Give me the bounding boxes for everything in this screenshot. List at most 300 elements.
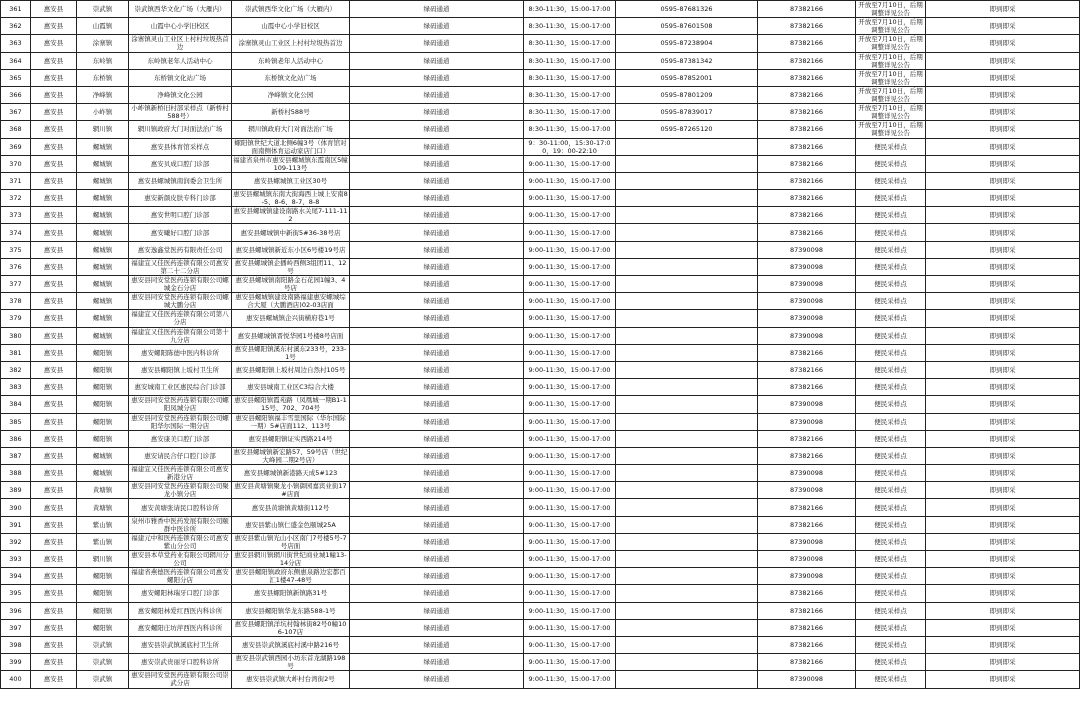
code-channel-cell: 绿码通道 [350,671,524,688]
row-number-cell: 366 [1,86,31,103]
row-number-cell: 364 [1,52,31,69]
site-address-cell: 惠安县螺城镇企兴街横府巷1号 [232,310,350,327]
sampling-mode-cell: 即到即采 [926,86,1080,103]
code-channel-cell: 绿码通道 [350,18,524,35]
county-cell: 惠安县 [31,482,77,499]
hotline-cell: 87390098 [758,465,856,482]
sampling-mode-cell: 即到即采 [926,172,1080,189]
county-cell: 惠安县 [31,52,77,69]
site-name-cell: 惠安康美口腔门诊部 [129,430,232,447]
county-cell: 惠安县 [31,310,77,327]
county-cell: 惠安县 [31,568,77,585]
site-name-cell: 惠安螺阳庄坊萍西医内科诊所 [129,619,232,636]
site-address-cell: 惠安县螺阳镇洋坑村翰林街82号0幢106-107店 [232,619,350,636]
site-name-cell: 惠安曦好口腔门诊部 [129,224,232,241]
hotline-cell: 87390098 [758,241,856,258]
site-note-cell: 便民采样点 [856,533,926,550]
county-cell: 惠安县 [31,396,77,413]
site-name-cell: 惠安螺阳林瑞牙口腔门诊部 [129,585,232,602]
table-row [1,121,1080,138]
contact-phone-cell: 0595-87839017 [616,104,758,121]
contact-phone-cell [616,276,758,293]
site-note-cell: 便民采样点 [856,619,926,636]
row-number-cell: 371 [1,172,31,189]
hotline-cell: 87382166 [758,121,856,138]
county-cell: 惠安县 [31,379,77,396]
site-name-cell: 惠安新颜皮肤专科门诊部 [129,190,232,207]
site-note-cell: 开放至7月10日，后期调整详见公告 [856,1,926,18]
hotline-cell: 87382166 [758,69,856,86]
site-note-cell: 便民采样点 [856,293,926,310]
hotline-cell: 87390098 [758,533,856,550]
service-hours-cell: 9:00-11:30，15:00-17:00 [524,465,616,482]
county-cell: 惠安县 [31,224,77,241]
contact-phone-cell [616,224,758,241]
sampling-mode-cell: 即到即采 [926,430,1080,447]
site-address-cell: 惠安县螺城镇新近东小区6号楼19号店 [232,241,350,258]
county-cell: 惠安县 [31,671,77,688]
code-channel-cell: 绿码通道 [350,430,524,447]
site-note-cell: 便民采样点 [856,344,926,361]
site-name-cell: 福建宜又佳医药连锁有限公司惠安第二十二分店 [129,258,232,275]
hotline-cell: 87382166 [758,52,856,69]
hotline-cell: 87382166 [758,155,856,172]
sampling-mode-cell: 即到即采 [926,533,1080,550]
site-note-cell: 便民采样点 [856,602,926,619]
service-hours-cell: 9:00-11:30，15:00-17:00 [524,172,616,189]
hotline-cell: 87382166 [758,207,856,224]
hotline-cell: 87382166 [758,654,856,671]
service-hours-cell: 9:00-11:30，15:00-17:00 [524,258,616,275]
sampling-mode-cell: 即到即采 [926,499,1080,516]
sampling-mode-cell: 即到即采 [926,276,1080,293]
table-row [1,190,1080,207]
county-cell: 惠安县 [31,1,77,18]
site-address-cell: 辋川镇政府大门对面法治广场 [232,121,350,138]
site-note-cell: 便民采样点 [856,568,926,585]
county-cell: 惠安县 [31,155,77,172]
county-cell: 惠安县 [31,207,77,224]
county-cell: 惠安县 [31,241,77,258]
site-address-cell: 惠安县黄塘镇黄塘街112号 [232,499,350,516]
hotline-cell: 87390098 [758,258,856,275]
township-cell: 紫山镇 [77,533,129,550]
service-hours-cell: 8:30-11:30，15:00-17:00 [524,104,616,121]
service-hours-cell: 9：30-11:00，15:30-17:00，19：00-22:10 [524,138,616,155]
row-number-cell: 389 [1,482,31,499]
sampling-mode-cell: 即到即采 [926,379,1080,396]
code-channel-cell: 绿码通道 [350,190,524,207]
service-hours-cell: 9:00-11:30，15:00-17:00 [524,585,616,602]
site-note-cell: 便民采样点 [856,224,926,241]
site-note-cell: 便民采样点 [856,361,926,378]
hotline-cell: 87390098 [758,551,856,568]
sampling-mode-cell: 即到即采 [926,224,1080,241]
contact-phone-cell [616,447,758,464]
contact-phone-cell: 0595-87852001 [616,69,758,86]
township-cell: 螺阳镇 [77,361,129,378]
sampling-mode-cell: 即到即采 [926,104,1080,121]
site-address-cell: 惠安县螺阳镇政府东侧惠泉路边宏都百汇1楼47-48号 [232,568,350,585]
code-channel-cell: 绿码通道 [350,619,524,636]
contact-phone-cell [616,465,758,482]
table-row [1,533,1080,550]
service-hours-cell: 8:30-11:30，15:00-17:00 [524,35,616,52]
site-address-cell: 惠安县紫山镇仁盛金色颐城25A [232,516,350,533]
sampling-mode-cell: 即到即采 [926,636,1080,653]
county-cell: 惠安县 [31,276,77,293]
row-number-cell: 377 [1,276,31,293]
site-address-cell: 惠安县辋川镇辋川街世纪商业城1幢13-14分店 [232,551,350,568]
contact-phone-cell [616,207,758,224]
sampling-mode-cell: 即到即采 [926,602,1080,619]
contact-phone-cell [616,379,758,396]
site-address-cell: 惠安县螺阳镇福丰雪里国际（华尔国际一期）5#店面112、113号 [232,413,350,430]
row-number-cell: 363 [1,35,31,52]
township-cell: 涂寨镇 [77,35,129,52]
table-row [1,568,1080,585]
township-cell: 崇武镇 [77,654,129,671]
site-note-cell: 便民采样点 [856,190,926,207]
row-number-cell: 376 [1,258,31,275]
hotline-cell: 87382166 [758,344,856,361]
site-note-cell: 便民采样点 [856,499,926,516]
county-cell: 惠安县 [31,465,77,482]
site-note-cell: 便民采样点 [856,258,926,275]
service-hours-cell: 9:00-11:30，15:00-17:00 [524,516,616,533]
table-row [1,551,1080,568]
sampling-mode-cell: 即到即采 [926,138,1080,155]
code-channel-cell: 绿码通道 [350,224,524,241]
site-name-cell: 惠安崇武贵丽牙口腔科诊所 [129,654,232,671]
township-cell: 东岭镇 [77,52,129,69]
row-number-cell: 391 [1,516,31,533]
site-note-cell: 便民采样点 [856,327,926,344]
hotline-cell: 87382166 [758,138,856,155]
sampling-mode-cell: 即到即采 [926,396,1080,413]
site-name-cell: 惠安螺阳林爱红西医内科诊所 [129,602,232,619]
site-note-cell: 开放至7月10日，后期调整详见公告 [856,69,926,86]
site-address-cell: 惠安县崇武镇西园小坊东首龙湖路198号 [232,654,350,671]
site-address-cell: 惠安县螺城镇新港路天成5#123 [232,465,350,482]
site-address-cell: 山霞中心小学旧校区 [232,18,350,35]
site-note-cell: 便民采样点 [856,585,926,602]
code-channel-cell: 绿码通道 [350,379,524,396]
site-note-cell: 便民采样点 [856,551,926,568]
code-channel-cell: 绿码通道 [350,361,524,378]
row-number-cell: 390 [1,499,31,516]
township-cell: 螺阳镇 [77,396,129,413]
table-row [1,258,1080,275]
sampling-mode-cell: 即到即采 [926,35,1080,52]
site-note-cell: 便民采样点 [856,276,926,293]
contact-phone-cell: 0595-87801209 [616,86,758,103]
sampling-mode-cell: 即到即采 [926,293,1080,310]
sampling-mode-cell: 即到即采 [926,327,1080,344]
sampling-mode-cell: 即到即采 [926,361,1080,378]
sampling-mode-cell: 即到即采 [926,619,1080,636]
row-number-cell: 400 [1,671,31,688]
site-name-cell: 惠安县螺城镇南润委会卫生所 [129,172,232,189]
contact-phone-cell [616,516,758,533]
contact-phone-cell [616,551,758,568]
site-address-cell: 净峰镇文化公园 [232,86,350,103]
table-row [1,155,1080,172]
hotline-cell: 87390098 [758,327,856,344]
table-row [1,207,1080,224]
service-hours-cell: 9:00-11:30，15:00-17:00 [524,293,616,310]
township-cell: 山霞镇 [77,18,129,35]
contact-phone-cell [616,654,758,671]
site-address-cell: 惠安县螺城镇中新街5#36-38号店 [232,224,350,241]
table-row [1,224,1080,241]
row-number-cell: 361 [1,1,31,18]
table-row [1,396,1080,413]
hotline-cell: 87382166 [758,35,856,52]
township-cell: 螺阳镇 [77,619,129,636]
hotline-cell: 87390098 [758,293,856,310]
row-number-cell: 383 [1,379,31,396]
hotline-cell: 87382166 [758,379,856,396]
site-name-cell: 惠安请民合仔口腔门诊部 [129,447,232,464]
code-channel-cell: 绿码通道 [350,654,524,671]
row-number-cell: 386 [1,430,31,447]
site-name-cell: 惠安县同安堂医药连锁有限公司螺阳华尔国际一期分店 [129,413,232,430]
service-hours-cell: 9:00-11:30，15:00-17:00 [524,671,616,688]
code-channel-cell: 绿码通道 [350,636,524,653]
table-row [1,430,1080,447]
site-name-cell: 福建宜又佳医药连锁有限公司惠安新港分店 [129,465,232,482]
county-cell: 惠安县 [31,104,77,121]
site-name-cell: 惠安县同安堂医药连锁有限公司崇武分店 [129,671,232,688]
code-channel-cell: 绿码通道 [350,35,524,52]
county-cell: 惠安县 [31,258,77,275]
site-name-cell: 涂寨镇灵山工业区上村村垃圾热首边 [129,35,232,52]
table-body [1,1,1080,689]
table-row [1,52,1080,69]
sampling-mode-cell: 即到即采 [926,344,1080,361]
service-hours-cell: 9:00-11:30，15:00-17:00 [524,155,616,172]
county-cell: 惠安县 [31,654,77,671]
row-number-cell: 388 [1,465,31,482]
row-number-cell: 394 [1,568,31,585]
township-cell: 净峰镇 [77,86,129,103]
row-number-cell: 392 [1,533,31,550]
site-note-cell: 开放至7月10日，后期调整详见公告 [856,52,926,69]
table-row [1,172,1080,189]
hotline-cell: 87382166 [758,499,856,516]
code-channel-cell: 绿码通道 [350,207,524,224]
contact-phone-cell [616,413,758,430]
row-number-cell: 393 [1,551,31,568]
site-name-cell: 小岞镇新桥旧村部采样点（新桥村588号） [129,104,232,121]
site-name-cell: 福建宜又佳医药连锁有限公司第八分店 [129,310,232,327]
county-cell: 惠安县 [31,447,77,464]
code-channel-cell: 绿码通道 [350,602,524,619]
contact-phone-cell: 0595-87681326 [616,1,758,18]
site-name-cell: 崇武镇西华文化广场（大雁内） [129,1,232,18]
site-note-cell: 便民采样点 [856,447,926,464]
site-name-cell: 惠安县本草堂药业有限公司辋川分公司 [129,551,232,568]
site-name-cell: 惠安螺阳陈德中医内科诊所 [129,344,232,361]
township-cell: 螺阳镇 [77,585,129,602]
site-name-cell: 惠安县同安堂医药连锁有限公司聚龙小镇分店 [129,482,232,499]
hotline-cell: 87390098 [758,310,856,327]
table-row [1,361,1080,378]
township-cell: 螺城镇 [77,293,129,310]
contact-phone-cell [616,619,758,636]
site-address-cell: 福建省泉州市惠安县螺城镇东霞南区5幢109-113号 [233,155,348,172]
service-hours-cell: 8:30-11:30，15:00-17:00 [524,52,616,69]
service-hours-cell: 8:30-11:30，15:00-17:00 [524,1,616,18]
site-note-cell: 便民采样点 [856,172,926,189]
contact-phone-cell [616,671,758,688]
row-number-cell: 375 [1,241,31,258]
service-hours-cell: 9:00-11:30，15:00-17:00 [524,241,616,258]
row-number-cell: 397 [1,619,31,636]
township-cell: 紫山镇 [77,516,129,533]
table-row [1,344,1080,361]
site-note-cell: 开放至7月10日，后期调整详见公告 [856,35,926,52]
site-address-cell: 惠安县螺城镇企播岭西侧3组团11、12号 [232,258,350,275]
hotline-cell: 87390098 [758,568,856,585]
site-name-cell: 福建宜又佳医药连锁有限公司第十九分店 [129,327,232,344]
hotline-cell: 87382166 [758,1,856,18]
township-cell: 螺城镇 [77,465,129,482]
site-address-cell: 惠安县黄塘镇聚龙小镇御园嘉宾业街17#店面 [232,482,350,499]
table-row [1,327,1080,344]
sampling-mode-cell: 即到即采 [926,1,1080,18]
site-address-cell: 惠安县螺城镇晋悦华园1号楼8号店面 [232,327,350,344]
service-hours-cell: 8:30-11:30，15:00-17:00 [524,86,616,103]
table-row [1,499,1080,516]
county-cell: 惠安县 [31,551,77,568]
county-cell: 惠安县 [31,499,77,516]
table-row [1,482,1080,499]
site-note-cell: 便民采样点 [856,207,926,224]
site-note-cell: 开放至7月10日，后期调整详见公告 [856,104,926,121]
site-note-cell: 便民采样点 [856,379,926,396]
county-cell: 惠安县 [31,86,77,103]
code-channel-cell: 绿码通道 [350,551,524,568]
site-name-cell: 惠安黄塘张请民口腔科诊所 [129,499,232,516]
contact-phone-cell [616,190,758,207]
hotline-cell: 87382166 [758,585,856,602]
code-channel-cell: 绿码通道 [350,258,524,275]
code-channel-cell: 绿码通道 [350,121,524,138]
township-cell: 螺阳镇 [77,344,129,361]
site-note-cell: 开放至7月10日，后期调整详见公告 [856,86,926,103]
code-channel-cell: 绿码通道 [350,447,524,464]
row-number-cell: 399 [1,654,31,671]
site-address-cell: 螺阳镇世纪大道北侧6幢3号（体育馆对面南侧体育运动家店门口） [232,138,350,155]
hotline-cell: 87382166 [758,190,856,207]
hotline-cell: 87382166 [758,602,856,619]
site-note-cell: 便民采样点 [856,482,926,499]
hotline-cell: 87390098 [758,482,856,499]
site-note-cell: 便民采样点 [856,155,926,172]
hotline-cell: 87382166 [758,516,856,533]
row-number-cell: 368 [1,121,31,138]
site-name-cell: 东桥镇文化站广场 [129,69,232,86]
service-hours-cell: 9:00-11:30，15:00-17:00 [524,396,616,413]
service-hours-cell: 8:30-11:30，15:00-17:00 [524,18,616,35]
county-cell: 惠安县 [31,138,77,155]
contact-phone-cell: 0595-87601508 [616,18,758,35]
row-number-cell: 382 [1,361,31,378]
code-channel-cell: 绿码通道 [350,138,524,155]
site-note-cell: 便民采样点 [856,138,926,155]
code-channel-cell: 绿码通道 [350,516,524,533]
county-cell: 惠安县 [31,413,77,430]
hotline-cell: 87382166 [758,619,856,636]
sampling-mode-cell: 即到即采 [926,121,1080,138]
contact-phone-cell [616,258,758,275]
site-name-cell: 惠安县同安堂医药连锁有限公司螺城金石分店 [129,276,232,293]
service-hours-cell: 9:00-11:30，15:00-17:00 [524,327,616,344]
table-row [1,654,1080,671]
code-channel-cell: 绿码通道 [350,465,524,482]
row-number-cell: 373 [1,207,31,224]
township-cell: 螺阳镇 [77,602,129,619]
site-address-cell: 惠安县螺阳镇溪东村溪东233号，233-1号 [232,344,350,361]
site-address-cell: 惠安县螺城镇东南大街海西上城上安南8-5、8-6、8-7、8-8 [233,190,348,207]
site-address-cell: 惠安县螺阳镇霞苑路（凤凰城一期B1-115号、702、704号 [232,396,350,413]
township-cell: 螺城镇 [77,327,129,344]
sampling-mode-cell: 即到即采 [926,654,1080,671]
hotline-cell: 87382166 [758,172,856,189]
site-name-cell: 惠安城南工业区惠民综合门诊部 [129,379,232,396]
sampling-mode-cell: 即到即采 [926,516,1080,533]
site-note-cell: 便民采样点 [856,636,926,653]
table-row [1,241,1080,258]
county-cell: 惠安县 [31,516,77,533]
contact-phone-cell [616,533,758,550]
service-hours-cell: 9:00-11:30，15:00-17:00 [524,551,616,568]
hotline-cell: 87390098 [758,396,856,413]
contact-phone-cell [616,499,758,516]
site-name-cell: 东岭镇老年人活动中心 [129,52,232,69]
hotline-cell: 87390098 [758,671,856,688]
township-cell: 螺城镇 [77,447,129,464]
county-cell: 惠安县 [31,602,77,619]
site-note-cell: 便民采样点 [856,671,926,688]
site-address-cell: 涂寨镇灵山工业区上村村垃圾热首边 [232,35,350,52]
township-cell: 螺城镇 [77,138,129,155]
county-cell: 惠安县 [31,121,77,138]
row-number-cell: 372 [1,190,31,207]
table-row [1,602,1080,619]
site-address-cell: 惠安县螺阳镇证实西路214号 [232,430,350,447]
contact-phone-cell [616,396,758,413]
township-cell: 螺城镇 [77,190,129,207]
county-cell: 惠安县 [31,585,77,602]
table-row [1,1,1080,18]
code-channel-cell: 绿码通道 [350,585,524,602]
site-note-cell: 便民采样点 [856,516,926,533]
table-row [1,585,1080,602]
site-note-cell: 便民采样点 [856,430,926,447]
sampling-mode-cell: 即到即采 [926,207,1080,224]
code-channel-cell: 绿码通道 [350,499,524,516]
table-row [1,619,1080,636]
service-hours-cell: 9:00-11:30，15:00-17:00 [524,447,616,464]
code-channel-cell: 绿码通道 [350,482,524,499]
table-row [1,69,1080,86]
site-name-cell: 惠安县崇武镇溪底村卫生所 [129,636,232,653]
county-cell: 惠安县 [31,344,77,361]
site-note-cell: 便民采样点 [856,396,926,413]
